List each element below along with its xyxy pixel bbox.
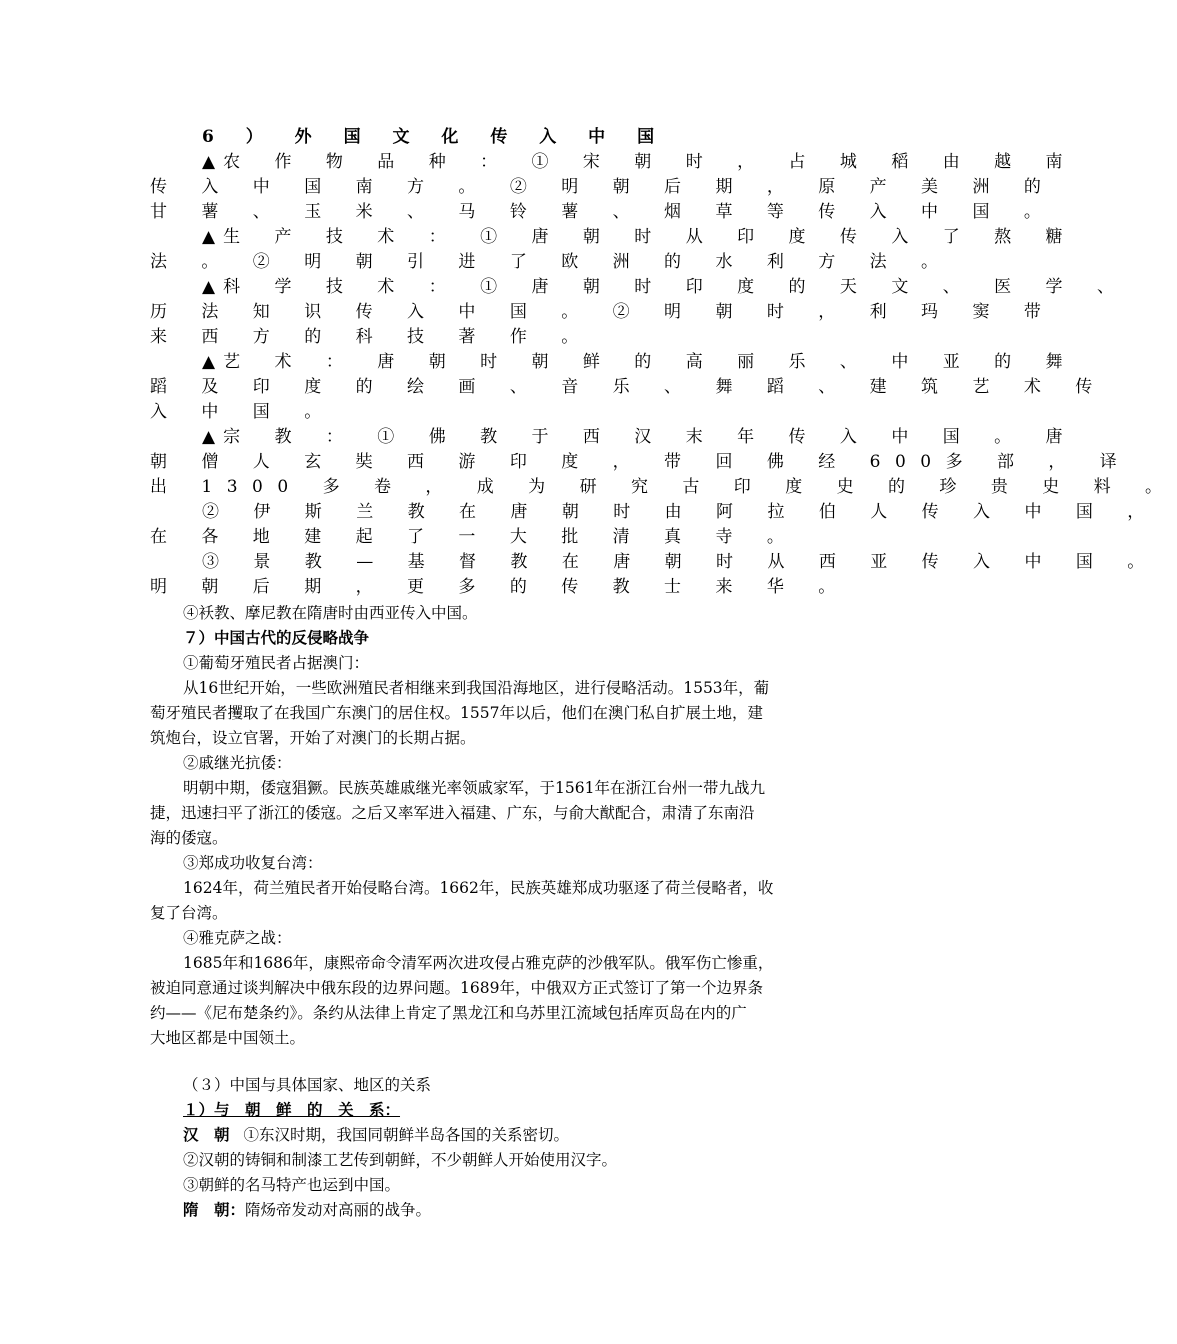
art-line-1 <box>202 351 1077 373</box>
science-text-1: 科 学 技 术 ： ① 唐 朝 时 印 度 的 天 文 、 医 学 、 <box>223 277 1129 297</box>
triangle-marker-icon: ▲ <box>202 427 216 447</box>
korea-relations-title: １）与 朝 鲜 的 关 系： <box>183 1100 401 1119</box>
han-text-1: ①东汉时期，我国同朝鲜半岛各国的关系密切。 <box>243 1126 570 1144</box>
religion-line-1 <box>202 426 1077 448</box>
crops-line-1 <box>202 151 1077 173</box>
science-line-2: 历 法 知 识 传 入 中 国 。 ② 明 朝 时 ， 利 玛 窦 带 <box>150 302 1056 322</box>
art-text-1: 艺 术 ： 唐 朝 时 朝 鲜 的 高 丽 乐 、 中 亚 的 舞 <box>223 352 1078 372</box>
production-line-1 <box>202 226 1077 248</box>
sui-line <box>183 1199 431 1221</box>
art-line-3: 入 中 国 。 <box>150 402 336 422</box>
science-line-1 <box>202 276 1128 298</box>
production-line-2: 法 。 ② 明 朝 引 进 了 欧 洲 的 水 利 方 法 。 <box>150 252 953 272</box>
qi-jiguang-line-1: 明朝中期，倭寇猖獗。民族英雄戚继光率领戚家军，于1561年在浙江台州一带九战九 <box>183 779 765 797</box>
religion-line-6: ③ 景 教 — 基 督 教 在 唐 朝 时 从 西 亚 传 入 中 国 。 <box>202 552 1159 572</box>
taiwan-line-2: 复了台湾。 <box>150 904 228 922</box>
han-dynasty-label: 汉 朝 <box>183 1125 230 1144</box>
qi-jiguang-line-3: 海的倭寇。 <box>150 829 228 847</box>
taiwan-line-1: 1624年，荷兰殖民者开始侵略台湾。1662年，民族英雄郑成功驱逐了荷兰侵略者，收 <box>183 879 774 897</box>
crops-line-3: 甘 薯 、 玉 米 、 马 铃 薯 、 烟 草 等 传 入 中 国 。 <box>150 202 1056 222</box>
taiwan-title: ③郑成功收复台湾： <box>183 854 323 872</box>
section-3-title: （３）中国与具体国家、地区的关系 <box>183 1076 432 1094</box>
triangle-marker-icon: ▲ <box>202 277 216 297</box>
religion-line-4: ② 伊 斯 兰 教 在 唐 朝 时 由 阿 拉 伯 人 传 入 中 国 ， <box>202 502 1159 522</box>
triangle-marker-icon: ▲ <box>202 227 216 247</box>
macau-line-2: 萄牙殖民者攫取了在我国广东澳门的居住权。1557年以后，他们在澳门私自扩展土地，建 <box>150 704 763 722</box>
yaksa-line-2: 被迫同意通过谈判解决中俄东段的边界问题。1689年，中俄双方正式签订了第一个边界条 <box>150 979 763 997</box>
han-line-3: ③朝鲜的名马特产也运到中国。 <box>183 1176 401 1194</box>
religion-line-2: 朝 僧 人 玄 奘 西 游 印 度 ， 带 回 佛 经 600多 部 ， 译 <box>150 452 1132 472</box>
sui-text: 隋炀帝发动对高丽的战争。 <box>245 1201 432 1219</box>
sui-dynasty-label: 隋 朝： <box>183 1200 246 1219</box>
macau-line-1: 从16世纪开始，一些欧洲殖民者相继来到我国沿海地区，进行侵略活动。1553年，葡 <box>183 679 770 697</box>
crops-text-1: 农 作 物 品 种 ： ① 宋 朝 时 ， 占 城 稻 由 越 南 <box>223 152 1078 172</box>
religion-line-7: 明 朝 后 期 ， 更 多 的 传 教 士 来 华 。 <box>150 577 850 597</box>
religion-text-1: 宗 教 ： ① 佛 教 于 西 汉 末 年 传 入 中 国 。 唐 <box>223 427 1078 447</box>
macau-line-3: 筑炮台，设立官署，开始了对澳门的长期占据。 <box>150 729 476 747</box>
production-text-1: 生 产 技 术 ： ① 唐 朝 时 从 印 度 传 入 了 熬 糖 <box>223 227 1078 247</box>
science-line-3: 来 西 方 的 科 技 著 作 。 <box>150 327 593 347</box>
yaksa-title: ④雅克萨之战： <box>183 929 292 947</box>
triangle-marker-icon: ▲ <box>202 352 216 372</box>
qi-jiguang-title: ②戚继光抗倭： <box>183 754 292 772</box>
yaksa-line-1: 1685年和1686年，康熙帝命令清军两次进攻侵占雅克萨的沙俄军队。俄军伤亡惨重， <box>183 954 774 972</box>
crops-line-2: 传 入 中 国 南 方 。 ② 明 朝 后 期 ， 原 产 美 洲 的 <box>150 177 1056 197</box>
macau-title: ①葡萄牙殖民者占据澳门： <box>183 654 370 672</box>
yaksa-line-3: 约——《尼布楚条约》。条约从法律上肯定了黑龙江和乌苏里江流域包括库页岛在内的广 <box>150 1004 747 1022</box>
qi-jiguang-line-2: 捷，迅速扫平了浙江的倭寇。之后又率军进入福建、广东，与俞大猷配合，肃清了东南沿 <box>150 804 755 822</box>
han-line-1 <box>183 1124 569 1146</box>
section-6-title: 6 ） 外 国 文 化 传 入 中 国 <box>202 127 668 147</box>
religion-line-8: ④袄教、摩尼教在隋唐时由西亚传入中国。 <box>183 604 478 622</box>
art-line-2: 蹈 及 印 度 的 绘 画 、 音 乐 、 舞 蹈 、 建 筑 艺 术 传 <box>150 377 1107 397</box>
religion-line-5: 在 各 地 建 起 了 一 大 批 清 真 寺 。 <box>150 527 799 547</box>
religion-line-3: 出 1300 多 卷 ， 成 为 研 究 古 印 度 史 的 珍 贵 史 料 。 <box>150 477 1177 497</box>
triangle-marker-icon: ▲ <box>202 152 216 172</box>
han-line-2: ②汉朝的铸铜和制漆工艺传到朝鲜，不少朝鲜人开始使用汉字。 <box>183 1151 618 1169</box>
section-7-title: ７）中国古代的反侵略战争 <box>183 628 370 647</box>
yaksa-line-4: 大地区都是中国领土。 <box>150 1029 306 1047</box>
